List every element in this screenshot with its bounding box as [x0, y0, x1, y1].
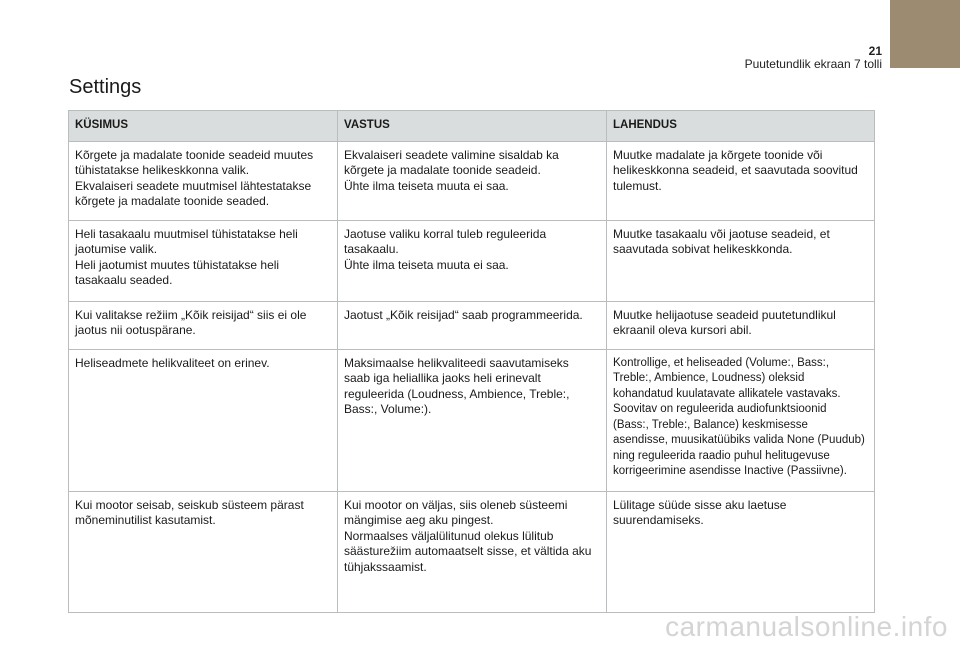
faq-table — [68, 110, 875, 613]
table-row — [69, 349, 875, 491]
answer-cell-line: Normaalses väljalülitunud olekus lülitub — [344, 528, 554, 543]
question-cell — [69, 491, 338, 612]
solution-cell-line: ekraanil oleva kursori abil. — [613, 323, 752, 337]
table-row — [69, 141, 875, 220]
column-header-solution: LAHENDUS — [607, 111, 875, 142]
page-subtitle: Puutetundlik ekraan 7 tolli — [744, 57, 882, 71]
answer-cell-line: saab iga heliallika jaoks heli erinevalt — [344, 371, 541, 385]
column-header-answer: VASTUS — [338, 111, 607, 142]
solution-cell-line: Muutke madalate ja kõrgete toonide või — [613, 147, 823, 162]
solution-cell — [607, 220, 875, 301]
answer-cell-line: kõrgete ja madalate toonide seadeid. — [344, 163, 541, 177]
table-row — [69, 491, 875, 612]
solution-cell-line: (Bass:, Treble:, Balance) keskmisesse — [613, 418, 808, 431]
answer-cell-line: Kui mootor on väljas, siis oleneb süsteemi — [344, 497, 568, 512]
answer-cell-line: Bass:, Volume:). — [344, 402, 432, 416]
answer-cell — [338, 220, 607, 301]
solution-cell — [607, 301, 875, 349]
solution-cell-line: tulemust. — [613, 178, 662, 193]
answer-cell-line: säästurežiim automaatselt sisse, et vältida aku — [344, 544, 592, 558]
question-cell-line: Heli tasakaalu muutmisel tühistatakse heli — [75, 226, 298, 241]
question-cell-line: kõrgete ja madalate toonide seaded. — [75, 194, 270, 208]
answer-cell-line: tühjakssaamist. — [344, 559, 427, 574]
page-number: 21 — [868, 44, 882, 58]
solution-cell-line: helikeskkonna seadeid, et saavutada soovitud — [613, 163, 858, 177]
answer-cell-line: Ühte ilma teiseta muuta ei saa. — [344, 178, 509, 193]
question-cell-line: jaotus nii ootuspärane. — [75, 323, 196, 337]
question-cell-line: jaotumise valik. — [75, 242, 158, 256]
answer-cell-line: Maksimaalse helikvaliteedi saavutamiseks — [344, 355, 569, 370]
question-cell-line: Kui mootor seisab, seiskub süsteem pärast — [75, 497, 304, 512]
solution-cell — [607, 349, 875, 491]
question-cell-line: Kõrgete ja madalate toonide seadeid muutes — [75, 147, 314, 162]
page-title: Settings — [69, 76, 142, 98]
solution-cell-line: saavutada sobivat helikeskkonda. — [613, 242, 793, 256]
corner-tab — [890, 0, 960, 68]
solution-cell-line: asendisse, muusikatüübiks valida None (Puudub) — [613, 434, 865, 446]
table-header-row — [69, 111, 875, 142]
solution-cell-line: ning reguleerida raadio puhul helitugevuse — [613, 449, 830, 462]
answer-cell-line: Jaotust „Kõik reisijad“ saab programmeerida. — [344, 307, 583, 322]
question-cell-line: tühistatakse helikeskkonna valik. — [75, 163, 250, 177]
solution-cell-line: Kontrollige, et heliseaded (Volume:, Bass:, — [613, 356, 830, 369]
solution-cell-line: Muutke tasakaalu või jaotuse seadeid, et — [613, 226, 830, 241]
question-cell — [69, 349, 338, 491]
question-cell-line: mõneminutilist kasutamist. — [75, 513, 216, 527]
question-cell — [69, 301, 338, 349]
answer-cell-line: reguleerida (Loudness, Ambience, Treble:, — [344, 386, 570, 401]
answer-cell-line: mängimise aeg aku pingest. — [344, 513, 494, 527]
answer-cell-line: Ühte ilma teiseta muuta ei saa. — [344, 257, 509, 272]
solution-cell — [607, 491, 875, 612]
answer-cell — [338, 491, 607, 612]
answer-cell-line: Ekvalaiseri seadete valimine sisaldab ka — [344, 147, 559, 162]
question-cell — [69, 220, 338, 301]
solution-cell-line: korrigeerimine asendisse Inactive (Passiivne). — [613, 465, 847, 477]
table-row — [69, 220, 875, 301]
solution-cell-line: Treble:, Ambience, Loudness) oleksid — [613, 372, 805, 384]
question-cell-line: tasakaalu seaded. — [75, 273, 173, 287]
answer-cell — [338, 301, 607, 349]
solution-cell-line: kohandatud kuulatavate allikatele vastavaks. — [613, 387, 841, 400]
question-cell-line: Ekvalaiseri seadete muutmisel lähtestatakse — [75, 178, 312, 193]
solution-cell-line: suurendamiseks. — [613, 513, 704, 527]
solution-cell-line: Lülitage süüde sisse aku laetuse — [613, 497, 787, 512]
table-row — [69, 301, 875, 349]
watermark: carmanualsonline.info — [665, 611, 948, 642]
answer-cell — [338, 141, 607, 220]
answer-cell — [338, 349, 607, 491]
solution-cell-line: Muutke helijaotuse seadeid puutetundlikul — [613, 307, 836, 322]
solution-cell — [607, 141, 875, 220]
answer-cell-line: tasakaalu. — [344, 242, 399, 256]
column-header-question: KÜSIMUS — [69, 111, 338, 142]
question-cell-line: Heliseadmete helikvaliteet on erinev. — [75, 355, 270, 370]
question-cell-line: Heli jaotumist muutes tühistatakse heli — [75, 257, 280, 272]
solution-cell-line: Soovitav on reguleerida audiofunktsioonid — [613, 403, 827, 415]
answer-cell-line: Jaotuse valiku korral tuleb reguleerida — [344, 226, 547, 241]
question-cell — [69, 141, 338, 220]
question-cell-line: Kui valitakse režiim „Kõik reisijad“ siis ei ole — [75, 307, 307, 322]
